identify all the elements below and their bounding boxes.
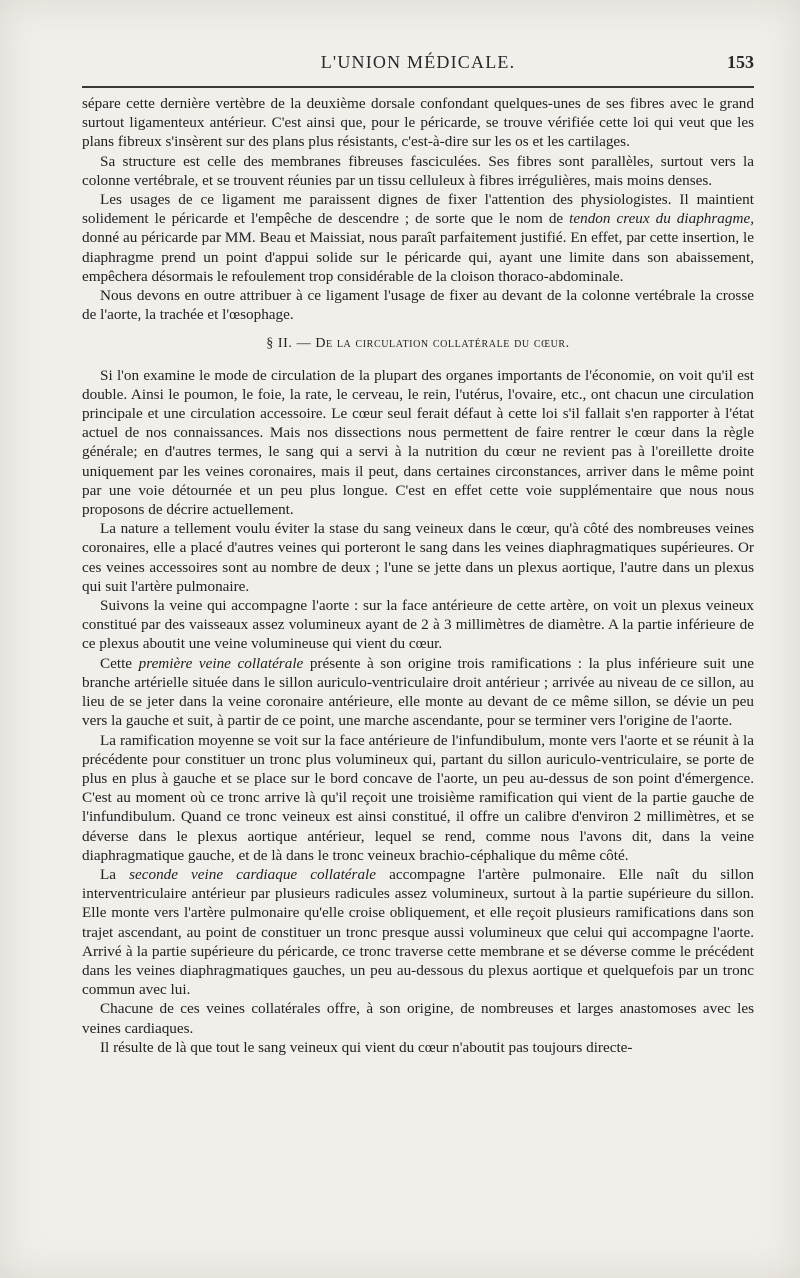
paragraph: Sa structure est celle des membranes fibreuses fasciculées. Ses fibres sont parallèles, surtout vers la colonne vertébrale, et se trouvent réunies par un tissu celluleux à fibres irrégulières, mais moins denses. [82, 152, 754, 189]
paragraph-text: donné au péricarde par MM. Beau et Maissiat, nous paraît parfaitement justifié. En effet, par cette insertion, le diaphragme prend un point d'appui solide sur le péricarde qui, ayant une limite dans son abaissement, empêchera désormais le refoulement trop considérable de la cloison thoraco-abdominale. [82, 229, 754, 285]
paragraph: La ramification moyenne se voit sur la face antérieure de l'infundibulum, monte vers l'aorte et se réunit à la précédente pour constituer un tronc plus volumineux qui, partant du sillon auriculo-ventriculaire, se porte de plus en plus à gauche et se place sur le bord concave de l'aorte, un peu au-dessus de son point d'émergence. C'est au moment où ce tronc arrive là qu'il reçoit une troisième ramification qui vient de la partie gauche de l'infundibulum. Quand ce tronc veineux est ainsi constitué, il offre un calibre d'environ 2 millimètres, et se déverse dans le plexus aortique antérieur, lequel se rend, comme nous l'avons dit, dans la veine diaphragmatique gauche, et de là dans le tronc veineux brachio-céphalique du même côté. [82, 731, 754, 864]
paragraph-text: Les usages de ce ligament me paraissent dignes de fixer l'attention des physiologistes. Il maintient solidement le péricarde et l'empêche de descendre ; de sorte que le nom de [82, 191, 754, 228]
paragraph-text: accompagne l'artère pulmonaire. Elle naît du sillon interventriculaire antérieur par plusieurs radicules assez volumineux, surtout à la partie supérieure du sillon. Elle monte vers l'artère pulmonaire qu'elle croise obliquement, et elle reçoit plusieurs ramifications dans son trajet ascendant, au point de constituer un tronc presque aussi volumineux que celui qui accompagne l'aorte. Arrivé à la partie supérieure du péricarde, ce tronc traverse cette membrane et se déverse comme le précédent dans les veines diaphragmatiques gauches, un peu au-dessous du plexus aortique et quelquefois par un tronc commun avec lui. [82, 865, 754, 999]
paragraph: Chacune de ces veines collatérales offre, à son origine, de nombreuses et larges anastomoses avec les veines cardiaques. [82, 1000, 754, 1037]
paragraph: sépare cette dernière vertèbre de la deuxième dorsale confondant quelques-unes de ses fibres avec le grand surtout ligamenteux antérieur. C'est ainsi que, pour le péricarde, se trouve vérifiée cette loi qui veut que les plans fibreux s'insèrent sur des plans plus résistants, c'est-à-dire sur les os et les cartilages. [82, 95, 754, 151]
paragraph-text: Cette [100, 654, 139, 672]
paragraph [82, 654, 754, 731]
paragraph: La nature a tellement voulu éviter la stase du sang veineux dans le cœur, qu'à côté des nombreuses veines coronaires, elle a placé d'autres veines qui porteront le sang dans les veines diaphragmatiques supérieures. Or ces veines accessoires sont au nombre de deux ; l'une se jette dans un plexus aortique, l'autre dans un plexus qui suit l'artère pulmonaire. [82, 520, 754, 595]
paragraph-text: La [100, 865, 130, 883]
paragraph: Nous devons en outre attribuer à ce ligament l'usage de fixer au devant de la colonne vertébrale la crosse de l'aorte, la trachée et l'œsophage. [82, 287, 754, 324]
body-text [82, 94, 754, 1057]
paragraph [82, 190, 754, 286]
italic-term: première veine collatérale [138, 654, 304, 672]
paragraph: Si l'on examine le mode de circulation de la plupart des organes importants de l'économie, on voit qu'il est double. Ainsi le poumon, le foie, la rate, le cerveau, le rein, l'utérus, l'ovaire, etc., ont chacun une circulation principale et une circulation accessoire. Le cœur seul ferait défaut à cette loi s'il fallait s'en rapporter à l'état actuel de nos connaissances. Mais nos dissections nous permettent de faire rentrer le cœur dans la règle générale; en d'autres termes, le sang qui a servi à la nutrition du cœur ne revient pas à l'oreillette droite uniquement par les veines coronaires, mais il peut, dans certaines circonstances, arriver dans le même point par une voie détournée et un peu plus longue. C'est en effet cette voie supplémentaire que nous nous proposons de décrire actuellement. [82, 366, 754, 519]
paragraph [82, 865, 754, 999]
running-title: L'UNION MÉDICALE. [320, 52, 516, 72]
page-header [82, 46, 754, 88]
header-rule [82, 86, 754, 88]
italic-term: seconde veine cardiaque collatérale [129, 865, 377, 883]
section-heading: § II. — De la circulation collatérale du cœur. [266, 336, 570, 352]
paragraph: Il résulte de là que tout le sang veineux qui vient du cœur n'aboutit pas toujours directe- [100, 1038, 633, 1056]
paragraph-text: présente à son origine trois ramifications : la plus inférieure suit une branche artérielle située dans le sillon auriculo-ventriculaire droit antérieur ; arrivée au niveau de ce sillon, au lieu de se jeter dans la veine coronaire antérieure, elle monte au devant de ce même sillon, se dévie un peu vers la gauche et suit, à partir de ce point, une marche ascendante, pour se terminer vers l'origine de l'aorte. [82, 654, 754, 730]
italic-term: tendon creux du diaphragme, [569, 210, 755, 228]
paragraph: Suivons la veine qui accompagne l'aorte : sur la face antérieure de cette artère, on voit un plexus veineux constitué par des vaisseaux assez volumineux ayant de 2 à 3 millimètres de diamètre. A la partie inférieure de ce plexus aboutit une veine volumineuse qui vient du cœur. [82, 597, 754, 653]
page-number: 153 [727, 52, 754, 72]
